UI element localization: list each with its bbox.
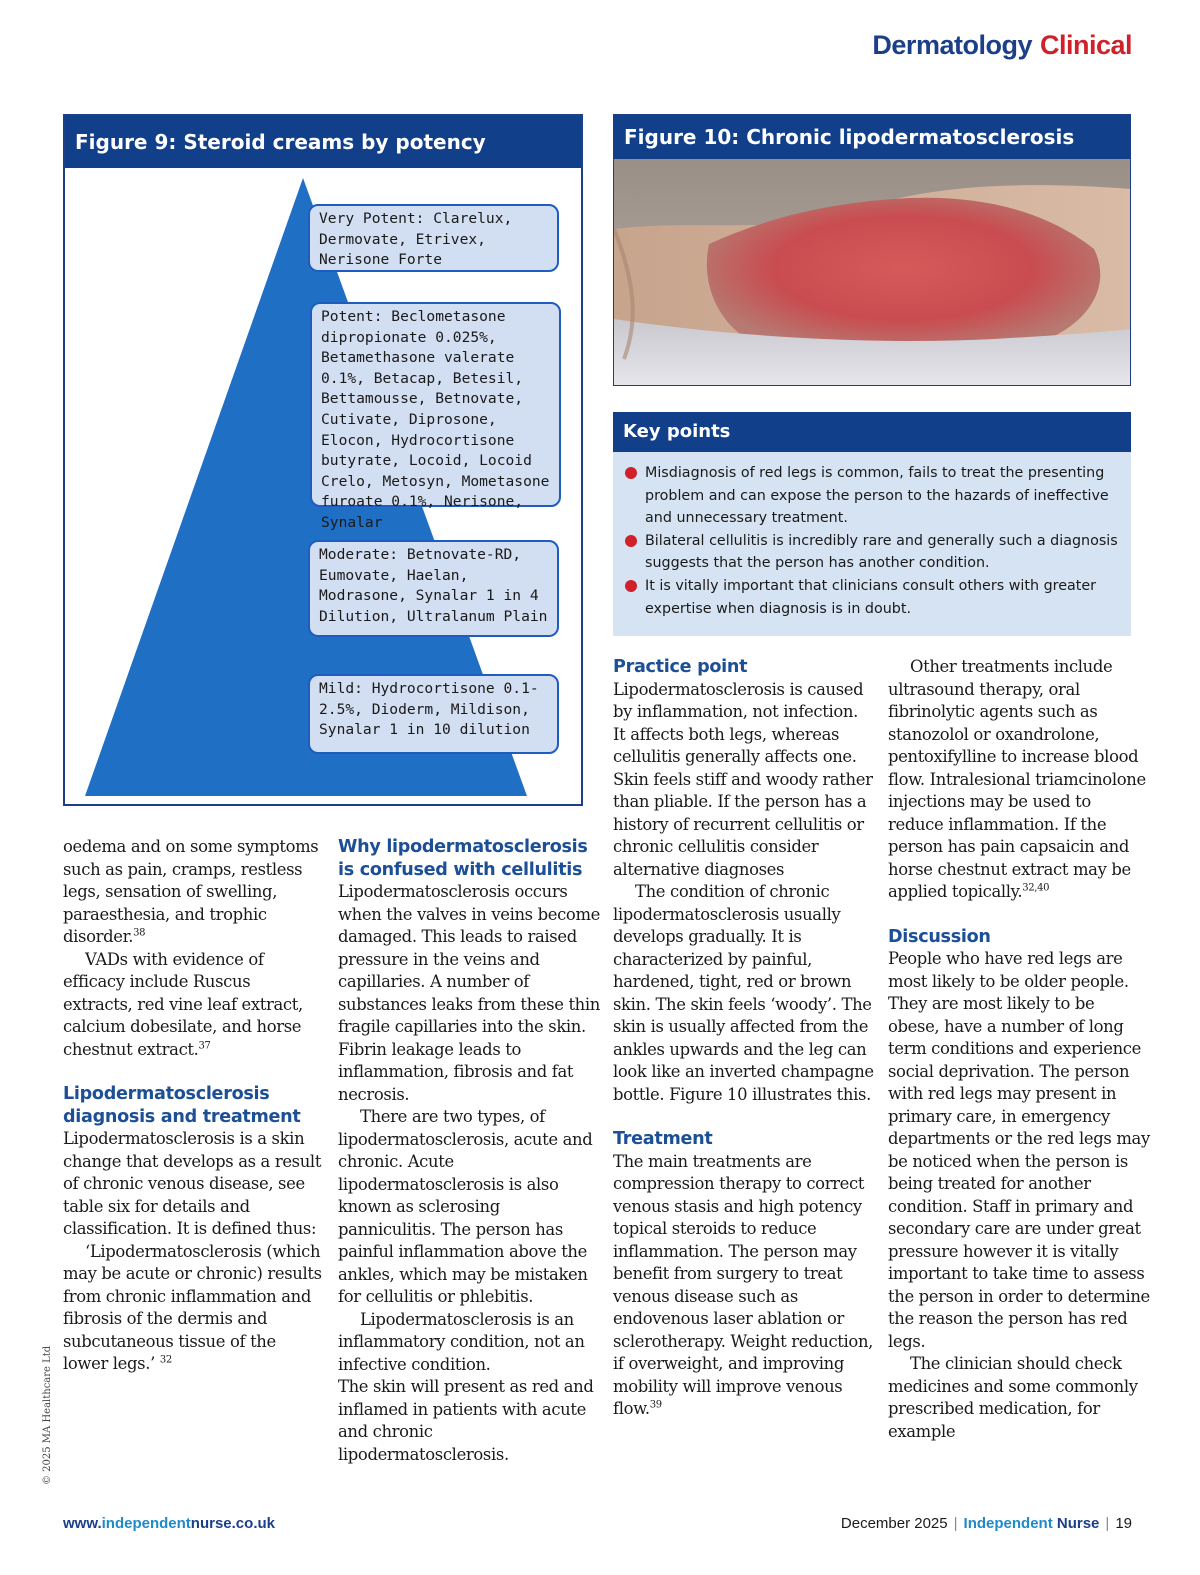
figure-9	[63, 114, 583, 806]
reference-number: 39	[649, 1399, 662, 1411]
potency-very-potent-box: Very Potent: Clarelux, Dermovate, Etrivex, Nerisone Forte	[308, 204, 559, 272]
paragraph-text: VADs with evidence of efficacy include Ruscus extracts, red vine leaf extract, calcium dobesilate, and horse chestnut extract.	[63, 949, 303, 1059]
paragraph	[888, 656, 1150, 904]
paragraph: The skin will present as red and inflamed in patients with acute and chronic lipodermatosclerosis.	[338, 1377, 594, 1464]
paragraph	[613, 1151, 875, 1421]
section-heading: Treatment	[613, 1129, 713, 1149]
copyright-notice: © 2025 MA Healthcare Ltd	[42, 1345, 53, 1485]
section-name: Dermatology	[872, 30, 1032, 60]
magazine-name-part: Nurse	[1056, 1515, 1100, 1532]
issue-date: December 2025	[840, 1515, 948, 1532]
figure-10-title: Figure 10: Chronic lipodermatosclerosis	[614, 115, 1130, 159]
section-heading: Practice point	[613, 657, 748, 677]
potency-mild-box: Mild: Hydrocortisone 0.1-2.5%, Dioderm, Mildison, Synalar 1 in 10 dilution	[308, 674, 559, 754]
text-column-1	[63, 836, 323, 1376]
paragraph: Lipodermatosclerosis is caused by inflammation, not infection. It affects both legs, whereas cellulitis generally affects one. Skin feels stiff and woody rather than pliable. If the person has a history of recurrent cellulitis or chronic cellulitis consider alternative diagnoses	[613, 679, 873, 879]
url-part: nurse.co.uk	[190, 1515, 275, 1532]
paragraph: Lipodermatosclerosis occurs when the valves in veins become damaged. This leads to raised pressure in the veins and capillaries. A number of substances leaks from these thin fragile capillaries into the skin. Fibrin leakage leads to inflammation, fibrosis and fat necrosis.	[338, 882, 600, 1104]
paragraph: Lipodermatosclerosis is an inflammatory condition, not an infective condition.	[338, 1309, 585, 1374]
key-points-title: Key points	[613, 412, 1131, 452]
paragraph-text: ‘Lipodermatosclerosis (which may be acute or chronic) results from chronic inflammation and fibrosis of the dermis and subcutaneous tissue of the lower legs.’	[63, 1241, 322, 1373]
text-column-2	[338, 836, 600, 1466]
key-point-item	[623, 530, 1121, 575]
key-point-item	[623, 575, 1121, 620]
page-header	[872, 30, 1132, 61]
footer-info: December 2025 | Independent Nurse | 19	[840, 1515, 1132, 1532]
url-part: www.	[63, 1515, 102, 1532]
key-point-text: Bilateral cellulitis is incredibly rare and generally such a diagnosis suggests that the person has another condition.	[645, 532, 1118, 572]
quote-paragraph	[63, 1241, 323, 1376]
paragraph-text: Other treatments include ultrasound therapy, oral fibrinolytic agents such as stanozolol or oxandrolone, pentoxifylline to increase blood flow. Intralesional triamcinolone injections may be used to reduce inflammation. If the person has pain capsaicin and horse chestnut extract may be applied topically.	[888, 657, 1146, 901]
reference-number: 37	[198, 1040, 211, 1052]
bullet-dot-icon	[625, 580, 637, 592]
text-column-4	[888, 656, 1150, 1443]
paragraph	[63, 836, 323, 949]
reference-number: 38	[133, 927, 146, 939]
bullet-dot-icon	[625, 535, 637, 547]
key-points-box	[613, 412, 1131, 636]
key-point-text: Misdiagnosis of red legs is common, fails to treat the presenting problem and can expose the person to the hazards of ineffective and unnecessary treatment.	[645, 465, 1109, 527]
bullet-dot-icon	[625, 467, 637, 479]
paragraph: Lipodermatosclerosis is a skin change that develops as a result of chronic venous disease, see table six for details and classification. It is defined thus:	[63, 1129, 322, 1238]
url-part: independent	[101, 1515, 191, 1532]
section-heading: Discussion	[888, 926, 991, 947]
section-heading: Lipodermatosclerosis diagnosis and treatment	[63, 1084, 301, 1127]
paragraph: The condition of chronic lipodermatosclerosis usually develops gradually. It is characterized by painful, hardened, tight, red or brown skin. The skin feels ‘woody’. The skin is usually affected from the ankles upwards and the leg can look like an inverted champagne bottle. Figure 10 illustrates this.	[613, 882, 874, 1104]
paragraph-text: oedema and on some symptoms such as pain, cramps, restless legs, sensation of swelling, paraesthesia, and trophic disorder.	[63, 837, 319, 946]
reference-number: 32,40	[1022, 882, 1050, 894]
key-point-text: It is vitally important that clinicians consult others with greater expertise when diagnosis is in doubt.	[645, 577, 1097, 617]
paragraph-text: The main treatments are compression therapy to correct venous stasis and high potency topical steroids to reduce inflammation. The person may benefit from surgery to treat venous disease such as endovenous laser ablation or sclerotherapy. Weight reduction, if overweight, and improving mobility will improve venous flow.	[613, 1151, 874, 1418]
page-number: 19	[1115, 1515, 1132, 1532]
reference-number: 32	[159, 1354, 172, 1366]
footer-website-link[interactable]	[63, 1515, 275, 1532]
lipodermatosclerosis-photo	[614, 159, 1131, 386]
section-heading: Why lipodermatosclerosis is confused with cellulitis	[338, 837, 588, 880]
category-name: Clinical	[1039, 30, 1132, 60]
paragraph: People who have red legs are most likely to be older people. They are most likely to be obese, have a number of long term conditions and experience social deprivation. The person with red legs may present in primary care, in emergency departments or the red legs may be noticed when the person is being treated for another condition. Staff in primary and secondary care are under great pressure however it is vitally important to take time to assess the person in order to determine the reason the person has red legs.	[888, 949, 1150, 1351]
key-point-item	[623, 462, 1121, 530]
key-points-list	[613, 452, 1131, 620]
magazine-name-part: Independent	[963, 1515, 1053, 1532]
figure-9-title: Figure 9: Steroid creams by potency	[65, 116, 581, 168]
text-column-3	[613, 656, 875, 1421]
paragraph: There are two types, of lipodermatosclerosis, acute and chronic. Acute lipodermatosclerosis is also known as sclerosing panniculitis. The person has painful inflammation above the ankles, which may be mistaken for cellulitis or phlebitis.	[338, 1107, 593, 1306]
potency-potent-box: Potent: Beclometasone dipropionate 0.025%, Betamethasone valerate 0.1%, Betacap, Betesil, Bettamousse, Betnovate, Cutivate, Diprosone, Elocon, Hydrocortisone butyrate, Locoid, Locoid Crelo, Metosyn, Mometasone furoate 0.1%, Nerisone, Synalar	[310, 302, 561, 507]
paragraph: The clinician should check medicines and some commonly prescribed medication, for example	[888, 1354, 1138, 1441]
paragraph	[63, 949, 323, 1062]
figure-10	[613, 114, 1131, 386]
potency-moderate-box: Moderate: Betnovate-RD, Eumovate, Haelan, Modrasone, Synalar 1 in 4 Dilution, Ultralanum Plain	[308, 540, 559, 637]
